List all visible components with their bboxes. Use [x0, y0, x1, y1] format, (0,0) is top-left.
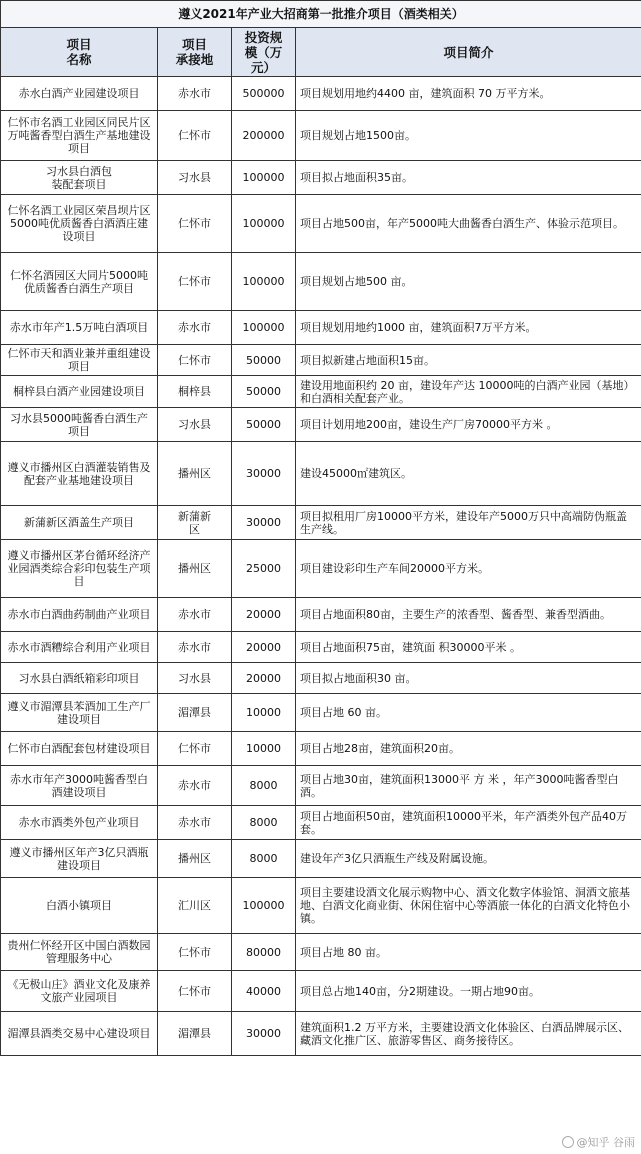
project-investment-cell: 100000	[232, 311, 296, 345]
project-investment-cell: 20000	[232, 663, 296, 694]
table-title: 遵义2021年产业大招商第一批推介项目（酒类相关）	[1, 1, 641, 28]
project-name-cell: 新蒲新区酒盖生产项目	[1, 506, 158, 540]
project-name-cell: 遵义市湄潭县苯酒加工生产厂建设项目	[1, 694, 158, 732]
project-investment-cell: 200000	[232, 111, 296, 161]
watermark-text: @知乎 谷雨	[576, 1136, 635, 1149]
project-investment-cell: 25000	[232, 540, 296, 598]
project-name-cell: 湄潭县酒类交易中心建设项目	[1, 1012, 158, 1056]
project-name-cell: 赤水市白酒曲药制曲产业项目	[1, 598, 158, 632]
project-location-cell: 湄潭县	[158, 1012, 232, 1056]
table-row	[1, 345, 641, 376]
table-row	[1, 732, 641, 766]
project-location-cell: 汇川区	[158, 878, 232, 934]
project-location-cell: 播州区	[158, 840, 232, 878]
project-location-cell: 习水县	[158, 408, 232, 442]
project-investment-cell: 100000	[232, 195, 296, 253]
table-row	[1, 408, 641, 442]
table-row	[1, 442, 641, 506]
project-description-cell: 建设年产3亿只酒瓶生产线及附属设施。	[296, 840, 641, 878]
table-body	[1, 77, 641, 1056]
project-location-cell: 赤水市	[158, 77, 232, 111]
project-location-cell: 仁怀市	[158, 195, 232, 253]
project-description-cell: 项目规划用地约1000 亩，建筑面积7万平方米。	[296, 311, 641, 345]
table-row	[1, 376, 641, 408]
project-name-cell: 赤水市年产1.5万吨白酒项目	[1, 311, 158, 345]
header-row	[1, 28, 641, 77]
project-location-cell: 仁怀市	[158, 111, 232, 161]
project-name-cell: 遵义市播州区年产3亿只酒瓶建设项目	[1, 840, 158, 878]
project-name-cell: 桐梓县白酒产业园建设项目	[1, 376, 158, 408]
table-row	[1, 694, 641, 732]
project-location-cell: 赤水市	[158, 311, 232, 345]
project-description-cell: 项目计划用地200亩，建设生产厂房70000平方米 。	[296, 408, 641, 442]
project-description-cell: 建设45000㎡建筑区。	[296, 442, 641, 506]
project-investment-cell: 8000	[232, 806, 296, 840]
table-row	[1, 311, 641, 345]
table-row	[1, 1012, 641, 1056]
title-row	[1, 1, 641, 28]
zhihu-logo-icon	[562, 1136, 574, 1148]
table-row	[1, 253, 641, 311]
table-row	[1, 195, 641, 253]
project-investment-cell: 50000	[232, 408, 296, 442]
project-description-cell: 项目拟租用厂房10000平方米，建设年产5000万只中高端防伪瓶盖生产线。	[296, 506, 641, 540]
project-investment-cell: 10000	[232, 732, 296, 766]
project-name-cell: 赤水市酒类外包产业项目	[1, 806, 158, 840]
project-investment-cell: 20000	[232, 598, 296, 632]
project-investment-cell: 10000	[232, 694, 296, 732]
table-row	[1, 632, 641, 663]
project-name-cell: 赤水市年产3000吨酱香型白酒建设项目	[1, 766, 158, 806]
table-row	[1, 540, 641, 598]
project-location-cell: 播州区	[158, 442, 232, 506]
project-description-cell: 项目主要建设酒文化展示购物中心、酒文化数字体验馆、洞酒文旅基地、白酒文化商业街、休闲住宿中心等酒旅一体化的白酒文化特色小镇。	[296, 878, 641, 934]
table-row	[1, 598, 641, 632]
table-row	[1, 806, 641, 840]
project-description-cell: 项目建设彩印生产车间20000平方米。	[296, 540, 641, 598]
table-row	[1, 506, 641, 540]
project-investment-cell: 8000	[232, 766, 296, 806]
table-row	[1, 878, 641, 934]
project-description-cell: 项目占地500亩，年产5000吨大曲酱香白酒生产、体验示范项目。	[296, 195, 641, 253]
project-location-cell: 赤水市	[158, 806, 232, 840]
table-row	[1, 77, 641, 111]
project-name-cell: 仁怀名酒园区大同片5000吨优质酱香白酒生产项目	[1, 253, 158, 311]
project-name-cell: 赤水市酒糟综合利用产业项目	[1, 632, 158, 663]
project-description-cell: 建筑面积1.2 万平方米，主要建设酒文化体验区、白酒品牌展示区、藏酒文化推广区、旅游零售区、商务接待区。	[296, 1012, 641, 1056]
project-location-cell: 赤水市	[158, 598, 232, 632]
project-investment-cell: 40000	[232, 971, 296, 1012]
project-description-cell: 项目占地面积80亩，主要生产的浓香型、酱香型、兼香型酒曲。	[296, 598, 641, 632]
header-name: 项目 名称	[1, 28, 158, 77]
project-location-cell: 仁怀市	[158, 971, 232, 1012]
project-name-cell: 仁怀市天和酒业兼并重组建设项目	[1, 345, 158, 376]
project-location-cell: 新蒲新 区	[158, 506, 232, 540]
project-investment-cell: 100000	[232, 878, 296, 934]
project-name-cell: 白酒小镇项目	[1, 878, 158, 934]
project-name-cell: 《无极山庄》酒业文化及康养文旅产业园项目	[1, 971, 158, 1012]
project-name-cell: 仁怀市白酒配套包材建设项目	[1, 732, 158, 766]
project-description-cell: 建设用地面积约 20 亩，建设年产达 10000吨的白酒产业园（基地）和白酒相关配套产业。	[296, 376, 641, 408]
project-location-cell: 赤水市	[158, 766, 232, 806]
project-description-cell: 项目总占地140亩，分2期建设。一期占地90亩。	[296, 971, 641, 1012]
header-investment: 投资规 模（万 元）	[232, 28, 296, 77]
project-investment-cell: 30000	[232, 442, 296, 506]
header-location: 项目 承接地	[158, 28, 232, 77]
project-investment-cell: 20000	[232, 632, 296, 663]
project-description-cell: 项目占地面积75亩，建筑面 积30000平米 。	[296, 632, 641, 663]
project-description-cell: 项目占地 80 亩。	[296, 934, 641, 971]
project-name-cell: 赤水白酒产业园建设项目	[1, 77, 158, 111]
project-description-cell: 项目拟新建占地面积15亩。	[296, 345, 641, 376]
project-location-cell: 仁怀市	[158, 253, 232, 311]
project-name-cell: 仁怀名酒工业园区荣昌坝片区5000吨优质酱香白酒酒庄建设项目	[1, 195, 158, 253]
project-name-cell: 仁怀市名酒工业园区同民片区万吨酱香型白酒生产基地建设项目	[1, 111, 158, 161]
project-name-cell: 遵义市播州区白酒灌装销售及配套产业基地建设项目	[1, 442, 158, 506]
project-description-cell: 项目占地28亩，建筑面积20亩。	[296, 732, 641, 766]
project-location-cell: 播州区	[158, 540, 232, 598]
table-row	[1, 840, 641, 878]
project-investment-cell: 50000	[232, 376, 296, 408]
project-description-cell: 项目拟占地面积30 亩。	[296, 663, 641, 694]
project-name-cell: 习水县白酒包 装配套项目	[1, 161, 158, 195]
project-description-cell: 项目占地 60 亩。	[296, 694, 641, 732]
project-description-cell: 项目占地面积50亩，建筑面积10000平米，年产酒类外包产品40万套。	[296, 806, 641, 840]
project-location-cell: 仁怀市	[158, 934, 232, 971]
project-location-cell: 仁怀市	[158, 732, 232, 766]
project-description-cell: 项目规划占地1500亩。	[296, 111, 641, 161]
project-investment-cell: 30000	[232, 1012, 296, 1056]
project-description-cell: 项目规划用地约4400 亩，建筑面积 70 万平方米。	[296, 77, 641, 111]
project-name-cell: 遵义市播州区茅台循环经济产业园酒类综合彩印包装生产项目	[1, 540, 158, 598]
table-row	[1, 111, 641, 161]
table-row	[1, 971, 641, 1012]
table-row	[1, 663, 641, 694]
project-name-cell: 习水县白酒纸箱彩印项目	[1, 663, 158, 694]
table-row	[1, 766, 641, 806]
project-investment-cell: 50000	[232, 345, 296, 376]
project-investment-cell: 80000	[232, 934, 296, 971]
project-location-cell: 习水县	[158, 663, 232, 694]
project-investment-cell: 100000	[232, 161, 296, 195]
project-location-cell: 仁怀市	[158, 345, 232, 376]
project-location-cell: 湄潭县	[158, 694, 232, 732]
project-investment-cell: 100000	[232, 253, 296, 311]
project-location-cell: 桐梓县	[158, 376, 232, 408]
project-investment-cell: 500000	[232, 77, 296, 111]
watermark	[562, 1134, 636, 1150]
table-row	[1, 161, 641, 195]
project-description-cell: 项目规划占地500 亩。	[296, 253, 641, 311]
table-row	[1, 934, 641, 971]
project-description-cell: 项目拟占地面积35亩。	[296, 161, 641, 195]
project-description-cell: 项目占地30亩，建筑面积13000平 方 米 ，年产3000吨酱香型白酒。	[296, 766, 641, 806]
project-investment-cell: 30000	[232, 506, 296, 540]
project-name-cell: 习水县5000吨酱香白酒生产项目	[1, 408, 158, 442]
project-name-cell: 贵州仁怀经开区中国白酒数园管理服务中心	[1, 934, 158, 971]
project-location-cell: 赤水市	[158, 632, 232, 663]
project-location-cell: 习水县	[158, 161, 232, 195]
header-description: 项目简介	[296, 28, 641, 77]
project-investment-cell: 8000	[232, 840, 296, 878]
